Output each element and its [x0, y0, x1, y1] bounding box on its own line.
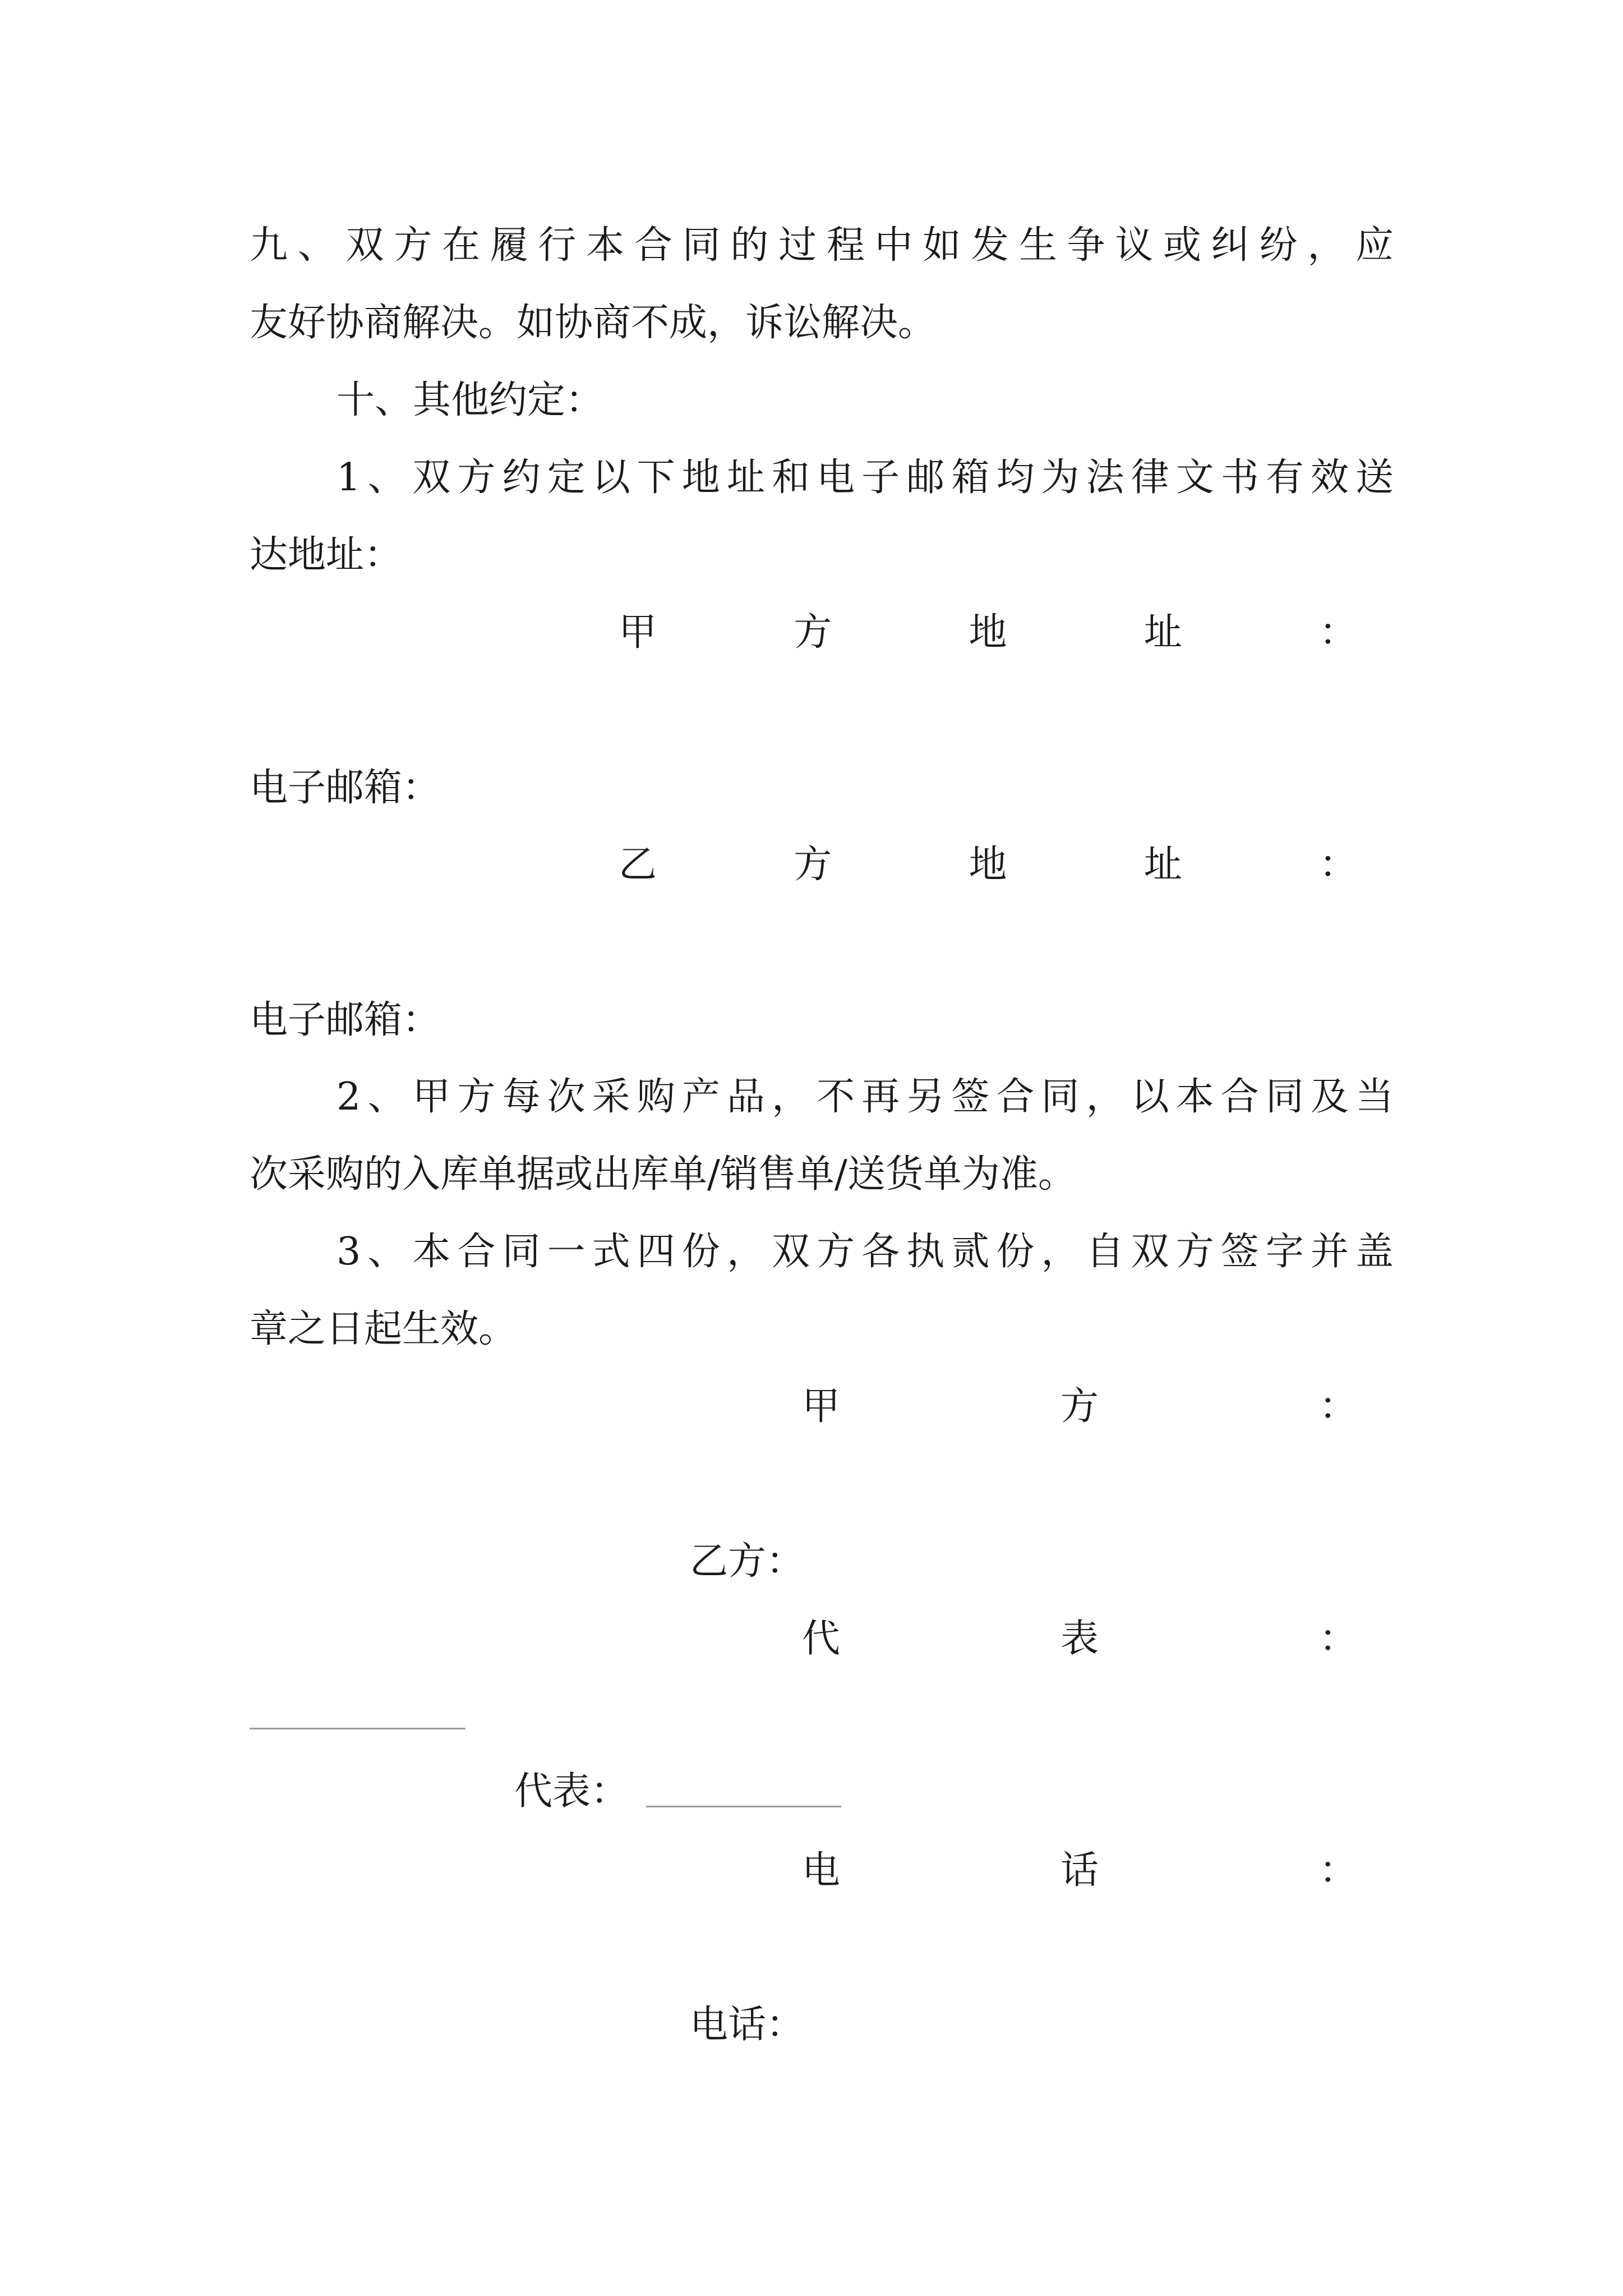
item-1-line-1: 1、双方约定以下地址和电子邮箱均为法律文书有效送: [336, 455, 1394, 500]
item-2-line-1: 2、甲方每次采购产品，不再另签合同，以本合同及当: [336, 1075, 1394, 1119]
rep-a-signature-line: [250, 1728, 465, 1729]
party-a-address-char: 方: [794, 610, 832, 655]
clause-9-line-2: 友好协商解决。如协商不成，诉讼解决。: [250, 301, 937, 345]
party-a-address-colon: ：: [1318, 610, 1357, 655]
party-b-address-label: [619, 843, 1357, 887]
signature-party-a-colon: ：: [1318, 1384, 1357, 1429]
signature-party-b-label: 乙方：: [690, 1539, 805, 1584]
rep-b-signature-line: [646, 1806, 841, 1807]
rep-a-colon: ：: [1318, 1617, 1357, 1661]
rep-a-char: 代: [802, 1617, 841, 1661]
email-b-label: 电子邮箱：: [250, 998, 441, 1042]
rep-b-label: 代表：: [514, 1769, 629, 1814]
rep-a-char: 表: [1060, 1617, 1099, 1661]
item-2-line-2: 次采购的入库单据或出库单/销售单/送货单为准。: [250, 1152, 1076, 1197]
signature-party-a-char: 甲: [802, 1384, 841, 1429]
party-b-address-char: 址: [1144, 843, 1182, 887]
phone-a-char: 话: [1060, 1848, 1099, 1893]
phone-a-label: [802, 1848, 1357, 1893]
party-b-address-colon: ：: [1318, 843, 1357, 887]
party-a-address-char: 甲: [619, 610, 657, 655]
item-3-line-1: 3、本合同一式四份，双方各执贰份，自双方签字并盖: [336, 1230, 1394, 1274]
email-a-label: 电子邮箱：: [250, 766, 441, 810]
party-b-address-char: 乙: [619, 843, 657, 887]
phone-b-label: 电话：: [690, 2003, 805, 2047]
signature-party-a-char: 方: [1060, 1384, 1099, 1429]
clause-9-line-1: 九、双方在履行本合同的过程中如发生争议或纠纷，应: [250, 223, 1394, 268]
party-b-address-char: 方: [794, 843, 832, 887]
phone-a-char: 电: [802, 1848, 841, 1893]
party-a-address-char: 地: [969, 610, 1007, 655]
party-b-address-char: 地: [969, 843, 1007, 887]
party-a-address-char: 址: [1144, 610, 1182, 655]
item-3-line-2: 章之日起生效。: [250, 1307, 517, 1351]
signature-party-a-label: [802, 1384, 1357, 1429]
clause-10-heading: 十、其他约定：: [336, 378, 604, 422]
party-a-address-label: [619, 610, 1357, 655]
item-1-line-2: 达地址：: [250, 533, 403, 577]
rep-a-label: [802, 1617, 1357, 1661]
phone-a-colon: ：: [1318, 1848, 1357, 1893]
